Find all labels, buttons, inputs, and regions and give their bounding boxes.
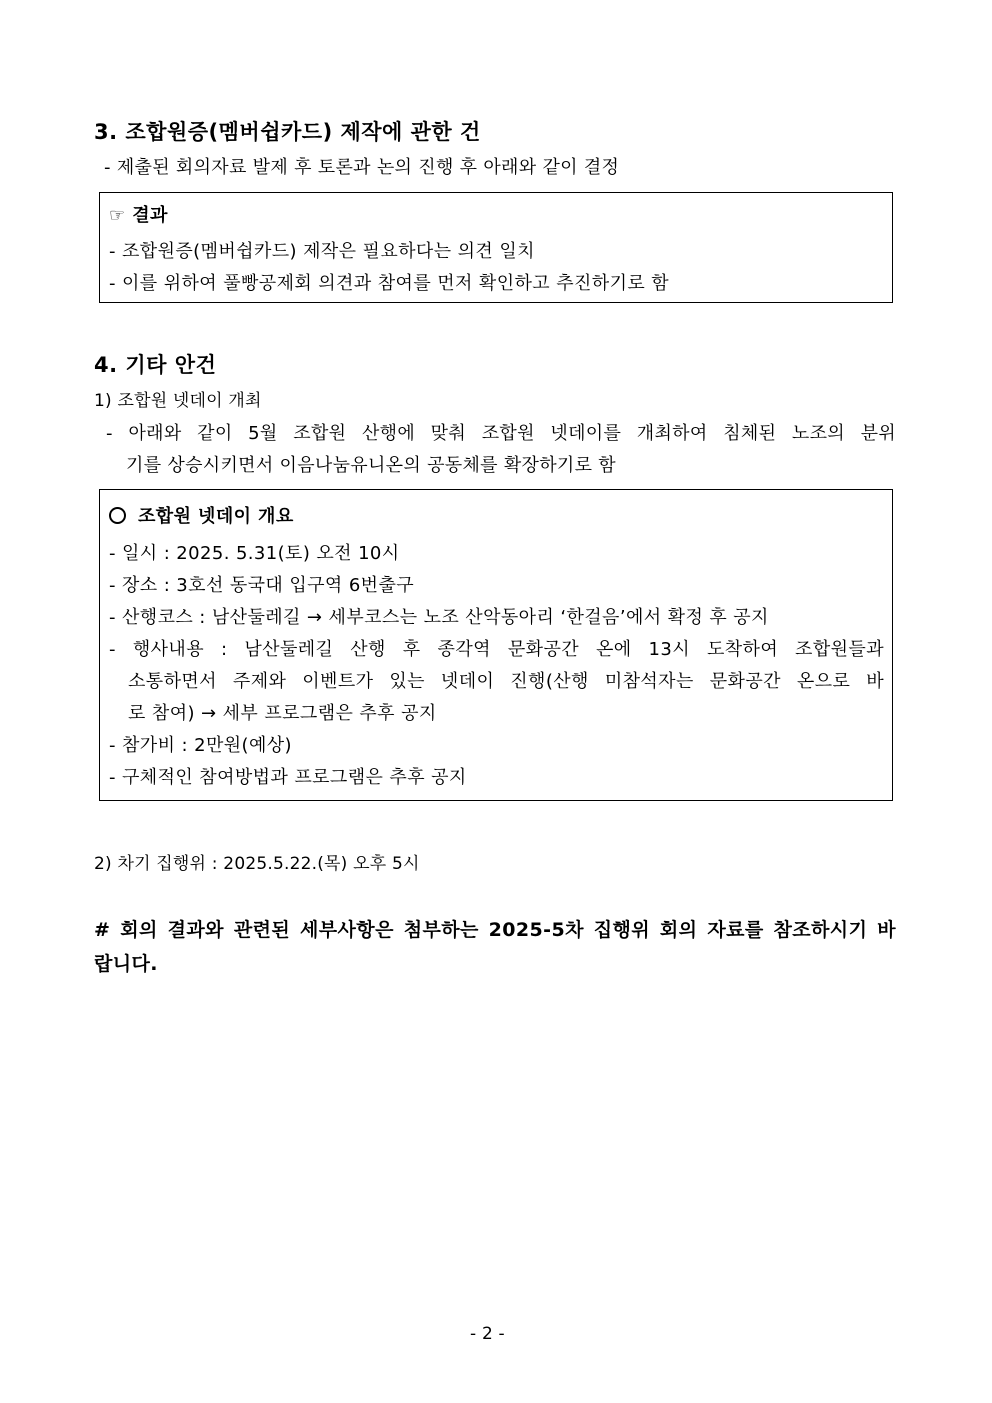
section3-title: 3. 조합원증(멤버쉽카드) 제작에 관한 건 bbox=[94, 120, 481, 144]
sub2-next-meeting: 2) 차기 집행위 : 2025.5.22.(목) 오후 5시 bbox=[94, 854, 420, 874]
section4-title: 4. 기타 안건 bbox=[94, 353, 217, 377]
sub1-desc-line1: - 아래와 같이 5월 조합원 산행에 맞춰 조합원 넷데이를 개최하여 침체된 노조의 분위 bbox=[106, 423, 896, 444]
overview-item: - 일시 : 2025. 5.31(토) 오전 10시 bbox=[109, 543, 400, 564]
notice-line1: # 회의 결과와 관련된 세부사항은 첨부하는 2025-5차 집행위 회의 자료를 참조하시기 바 bbox=[94, 919, 896, 941]
overview-item: - 장소 : 3호선 동국대 입구역 6번출구 bbox=[109, 575, 415, 596]
section3-summary: - 제출된 회의자료 발제 후 토론과 논의 진행 후 아래와 같이 결정 bbox=[104, 157, 620, 178]
overview-item: - 산행코스 : 남산둘레길 → 세부코스는 노조 산악동아리 ‘한걸음’에서 확정 후 공지 bbox=[109, 607, 769, 628]
sub1-desc-line2: 기를 상승시키면서 이음나눔유니온의 공동체를 확장하기로 함 bbox=[126, 455, 616, 476]
overview-item-continued: 로 참여) → 세부 프로그램은 추후 공지 bbox=[128, 703, 437, 724]
result-box-header: ☞ 결과 bbox=[109, 205, 168, 226]
overview-box-header: 조합원 넷데이 개요 bbox=[138, 506, 294, 527]
result-item: - 이를 위하여 풀빵공제회 의견과 참여를 먼저 확인하고 추진하기로 함 bbox=[109, 273, 670, 294]
result-box bbox=[99, 192, 893, 303]
result-item: - 조합원증(멤버쉽카드) 제작은 필요하다는 의견 일치 bbox=[109, 241, 535, 262]
overview-box-header-row bbox=[109, 502, 294, 528]
circle-icon bbox=[109, 507, 126, 524]
overview-item: - 구체적인 참여방법과 프로그램은 추후 공지 bbox=[109, 767, 467, 788]
page-number: - 2 - bbox=[470, 1324, 505, 1344]
overview-item: - 행사내용 : 남산둘레길 산행 후 종각역 문화공간 온에 13시 도착하여 조합원들과 bbox=[109, 639, 884, 660]
notice-line2: 랍니다. bbox=[94, 953, 158, 975]
overview-box bbox=[99, 489, 893, 801]
sub1-title: 1) 조합원 넷데이 개최 bbox=[94, 391, 262, 411]
overview-item-continued: 소통하면서 주제와 이벤트가 있는 넷데이 진행(산행 미참석자는 문화공간 온으로 바 bbox=[128, 671, 884, 692]
overview-item: - 참가비 : 2만원(예상) bbox=[109, 735, 292, 756]
